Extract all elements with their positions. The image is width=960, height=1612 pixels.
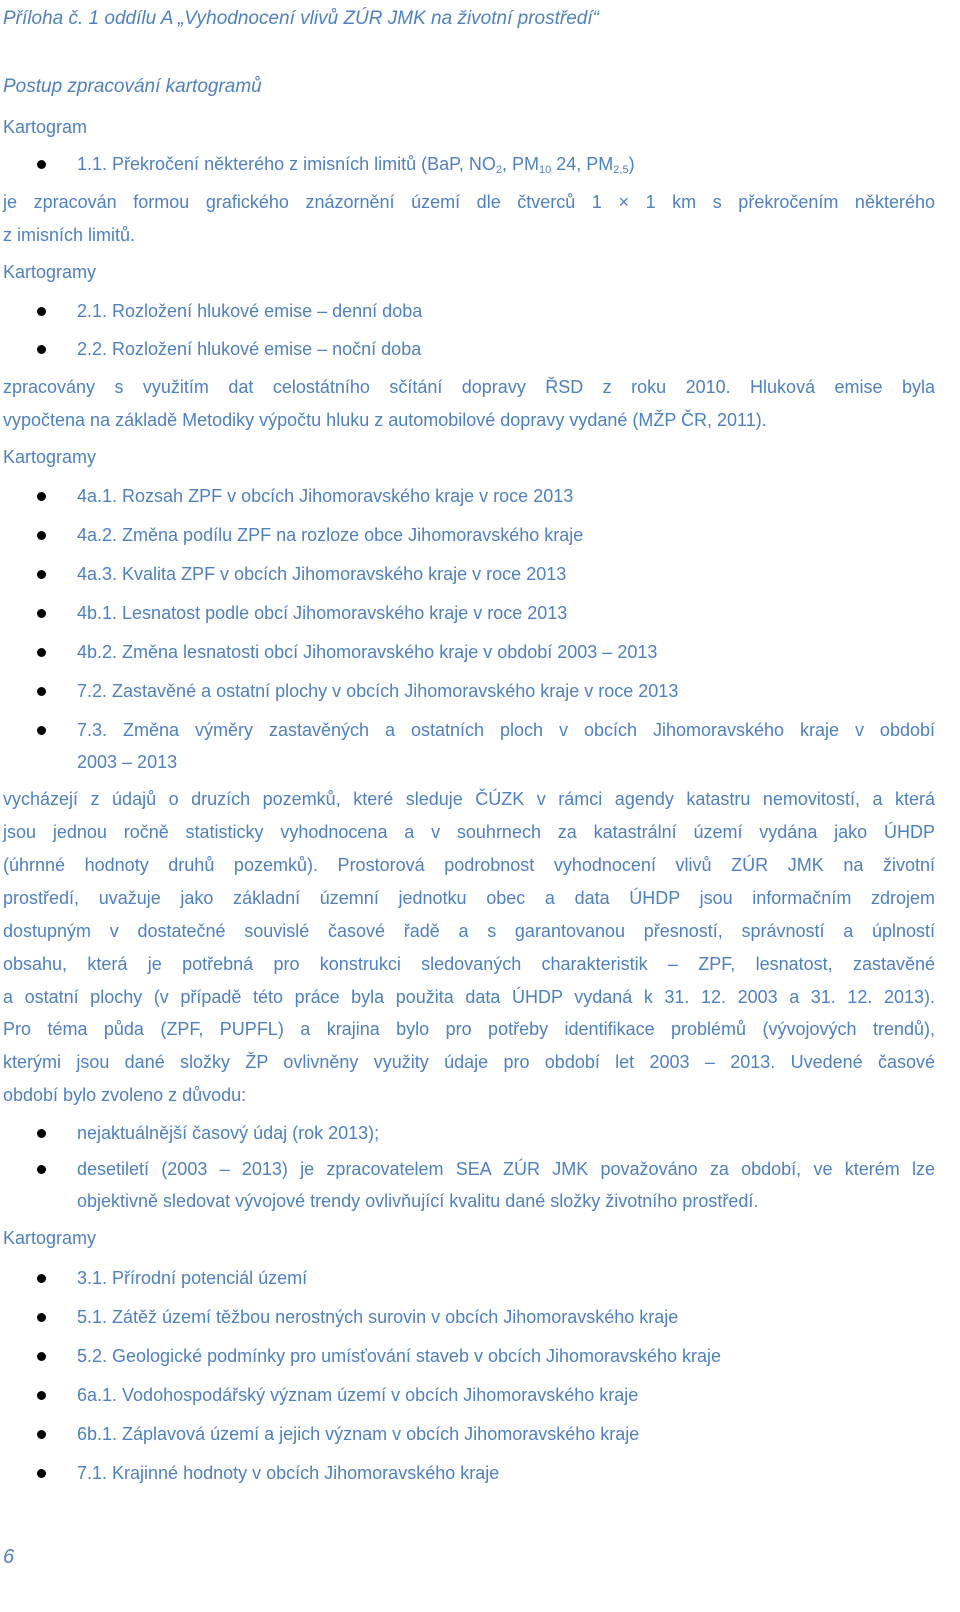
list-item-label: 1.1. Překročení některého z imisních limitů (BaP, $NO_2$, $PM_{10}$ 24, $PM_{2,5}$)	[77, 154, 635, 176]
list-item-label: 5.1. Zátěž území těžbou nerostných surovin v obcích Jihomoravského kraje	[77, 1307, 679, 1327]
list-item	[0, 562, 940, 586]
paragraph: vycházejí z údajů o druzích pozemků, které sleduje ČÚZK v rámci agendy katastru nemovitostí, a která jsou jednou ročně statisticky vyhodnocena a v souhrnech za katastrální území vydána jako ÚHDP (úhrnné hodnoty druhů pozemků). Prostorová podrobnost vyhodnocení vlivů ZÚR JMK na životní prostředí, uvažuje jako základní územní jednotku obec a data ÚHDP jsou informačním zdrojem dostupným v dostatečné souvislé časové řadě a s garantovanou přesností, správností a úplností obsahu, která je potřebná pro konstrukci sledovaných charakteristik – ZPF, lesnatost, zastavěné a ostatní plochy (v případě této práce byla použita data ÚHDP vydaná k 31. 12. 2003 a 31. 12. 2013).	[3, 789, 935, 1007]
list-item-label: 2003 – 2013	[77, 752, 178, 772]
bullet-icon	[37, 492, 46, 501]
list-item	[0, 1383, 940, 1407]
list-item-label: 4a.2. Změna podílu ZPF na rozloze obce Jihomoravského kraje	[77, 525, 584, 545]
bullet-icon	[37, 648, 46, 657]
section-title: Postup zpracování kartogramů	[3, 76, 262, 97]
list-item-label: 6a.1. Vodohospodářský význam území v obcích Jihomoravského kraje	[77, 1385, 639, 1405]
list-item	[0, 640, 940, 664]
bullet-icon	[37, 307, 46, 316]
bullet-icon	[37, 531, 46, 540]
group3-label: Kartogramy	[3, 447, 97, 467]
list-item-label: 4b.2. Změna lesnatosti obcí Jihomoravského kraje v období 2003 – 2013	[77, 642, 658, 662]
list-item	[0, 679, 940, 703]
page-number: 6	[3, 1546, 15, 1568]
list-item	[0, 718, 940, 778]
list-item	[0, 1344, 940, 1368]
list-item-label: 4a.1. Rozsah ZPF v obcích Jihomoravského kraje v roce 2013	[77, 486, 574, 506]
bullet-icon	[37, 345, 46, 354]
list-item	[0, 484, 940, 508]
paragraph: Pro téma půda (ZPF, PUPFL) a krajina bylo pro potřeby identifikace problémů (vývojových trendů), kterými jsou dané složky ŽP ovlivněny využity údaje pro období let 2003 – 2013. Uvedené časové období bylo zvoleno z důvodu:	[3, 1019, 935, 1105]
list-item-label: 7.1. Krajinné hodnoty v obcích Jihomoravského kraje	[77, 1463, 500, 1483]
list-item	[0, 1121, 940, 1145]
list-item	[0, 1422, 940, 1446]
list-item	[0, 1157, 940, 1217]
bullet-icon	[37, 1430, 46, 1439]
paragraph: zpracovány s využitím dat celostátního sčítání dopravy ŘSD z roku 2010. Hluková emise byla vypočtena na základě Metodiky výpočtu hluku z automobilové dopravy vydané (MŽP ČR, 2011).	[3, 377, 935, 430]
list-item-label: 4b.1. Lesnatost podle obcí Jihomoravského kraje v roce 2013	[77, 603, 568, 623]
list-item	[0, 337, 940, 361]
list-item	[0, 523, 940, 547]
list-item	[0, 152, 940, 176]
group4-label: Kartogramy	[3, 1228, 97, 1248]
bullet-icon	[37, 1274, 46, 1283]
document-header: Příloha č. 1 oddílu A „Vyhodnocení vlivů ZÚR JMK na životní prostředí“	[3, 8, 599, 29]
list-item-label: nejaktuálnější časový údaj (rok 2013);	[77, 1123, 380, 1143]
paragraph: je zpracován formou grafického znázornění území dle čtverců 1 × 1 km s překročením některého z imisních limitů.	[3, 192, 935, 245]
list-item-label: objektivně sledovat vývojové trendy ovlivňující kvalitu dané složky životního prostředí.	[77, 1191, 759, 1211]
bullet-icon	[37, 609, 46, 618]
bullet-icon	[37, 1129, 46, 1138]
list-item	[0, 299, 940, 323]
bullet-icon	[37, 726, 46, 735]
bullet-icon	[37, 1469, 46, 1478]
list-item	[0, 601, 940, 625]
bullet-icon	[37, 1165, 46, 1174]
list-item-label: 6b.1. Záplavová území a jejich význam v obcích Jihomoravského kraje	[77, 1424, 640, 1444]
bullet-icon	[37, 1313, 46, 1322]
list-item-label: 4a.3. Kvalita ZPF v obcích Jihomoravského kraje v roce 2013	[77, 564, 567, 584]
list-item	[0, 1305, 940, 1329]
list-item-label: 3.1. Přírodní potenciál území	[77, 1268, 308, 1288]
list-item-label: 5.2. Geologické podmínky pro umísťování staveb v obcích Jihomoravského kraje	[77, 1346, 722, 1366]
bullet-icon	[37, 160, 46, 169]
bullet-icon	[37, 1352, 46, 1361]
group1-label: Kartogram	[3, 117, 88, 137]
list-item-label: 2.1. Rozložení hlukové emise – denní doba	[77, 301, 423, 321]
list-item-label: 7.3. Změna výměry zastavěných a ostatních ploch v obcích Jihomoravského kraje v období	[77, 720, 935, 740]
bullet-icon	[37, 1391, 46, 1400]
bullet-icon	[37, 570, 46, 579]
group2-label: Kartogramy	[3, 262, 97, 282]
list-item-label: desetiletí (2003 – 2013) je zpracovatelem SEA ZÚR JMK považováno za období, ve kterém lze	[77, 1159, 935, 1179]
bullet-icon	[37, 687, 46, 696]
list-item-label: 7.2. Zastavěné a ostatní plochy v obcích Jihomoravského kraje v roce 2013	[77, 681, 679, 701]
list-item-label: 2.2. Rozložení hlukové emise – noční doba	[77, 339, 422, 359]
list-item	[0, 1266, 940, 1290]
list-item	[0, 1461, 940, 1485]
